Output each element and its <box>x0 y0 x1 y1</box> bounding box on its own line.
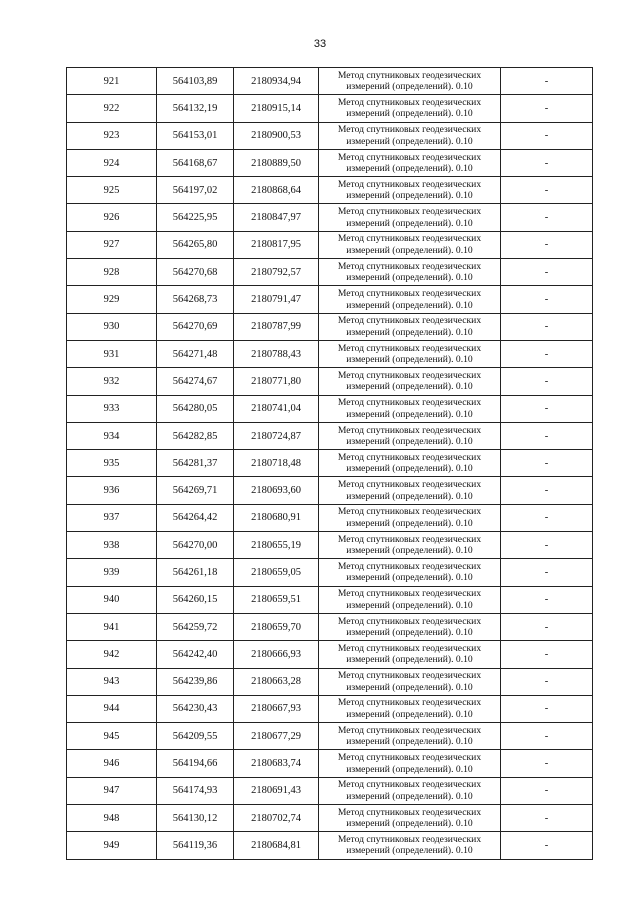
y-coordinate-cell: 2180791,47 <box>234 286 319 313</box>
method-line-1: Метод спутниковых геодезических <box>337 233 482 245</box>
table-row <box>67 450 593 477</box>
y-coordinate-cell: 2180659,51 <box>234 586 319 613</box>
table-row <box>67 340 593 367</box>
point-number-cell: 931 <box>67 340 157 367</box>
method-line-1: Метод спутниковых геодезических <box>337 479 482 491</box>
method-line-2: измерений (определений). 0.10 <box>346 408 473 420</box>
table-row <box>67 723 593 750</box>
method-line-2: измерений (определений). 0.10 <box>346 708 473 720</box>
point-number-cell: 940 <box>67 586 157 613</box>
point-number-cell: 944 <box>67 695 157 722</box>
method-cell <box>319 122 501 149</box>
point-number-cell: 945 <box>67 723 157 750</box>
method-cell <box>319 723 501 750</box>
method-line-1: Метод спутниковых геодезических <box>337 697 482 709</box>
extra-cell: - <box>501 477 593 504</box>
method-line-2: измерений (определений). 0.10 <box>346 681 473 693</box>
y-coordinate-cell: 2180915,14 <box>234 95 319 122</box>
method-line-1: Метод спутниковых геодезических <box>337 178 482 190</box>
method-cell <box>319 504 501 531</box>
x-coordinate-cell: 564153,01 <box>157 122 234 149</box>
method-line-2: измерений (определений). 0.10 <box>346 845 473 857</box>
method-line-1: Метод спутниковых геодезических <box>337 670 482 682</box>
point-number-cell: 930 <box>67 313 157 340</box>
x-coordinate-cell: 564271,48 <box>157 340 234 367</box>
method-line-2: измерений (определений). 0.10 <box>346 135 473 147</box>
method-cell <box>319 477 501 504</box>
method-cell <box>319 559 501 586</box>
method-line-1: Метод спутниковых геодезических <box>337 724 482 736</box>
point-number-cell: 941 <box>67 613 157 640</box>
method-line-1: Метод спутниковых геодезических <box>337 560 482 572</box>
y-coordinate-cell: 2180788,43 <box>234 340 319 367</box>
table-row <box>67 368 593 395</box>
table-row <box>67 149 593 176</box>
x-coordinate-cell: 564270,69 <box>157 313 234 340</box>
table-row <box>67 668 593 695</box>
y-coordinate-cell: 2180693,60 <box>234 477 319 504</box>
table-row <box>67 805 593 832</box>
method-cell <box>319 259 501 286</box>
method-line-1: Метод спутниковых геодезических <box>337 424 482 436</box>
method-line-2: измерений (определений). 0.10 <box>346 463 473 475</box>
y-coordinate-cell: 2180787,99 <box>234 313 319 340</box>
extra-cell: - <box>501 313 593 340</box>
method-line-1: Метод спутниковых геодезических <box>337 833 482 845</box>
method-line-1: Метод спутниковых геодезических <box>337 451 482 463</box>
extra-cell: - <box>501 559 593 586</box>
method-line-2: измерений (определений). 0.10 <box>346 599 473 611</box>
point-number-cell: 938 <box>67 532 157 559</box>
extra-cell: - <box>501 259 593 286</box>
point-number-cell: 927 <box>67 231 157 258</box>
point-number-cell: 921 <box>67 68 157 95</box>
method-line-2: измерений (определений). 0.10 <box>346 490 473 502</box>
method-line-2: измерений (определений). 0.10 <box>346 572 473 584</box>
x-coordinate-cell: 564197,02 <box>157 177 234 204</box>
method-line-1: Метод спутниковых геодезических <box>337 588 482 600</box>
y-coordinate-cell: 2180900,53 <box>234 122 319 149</box>
method-line-2: измерений (определений). 0.10 <box>346 190 473 202</box>
method-cell <box>319 395 501 422</box>
x-coordinate-cell: 564259,72 <box>157 613 234 640</box>
x-coordinate-cell: 564230,43 <box>157 695 234 722</box>
point-number-cell: 926 <box>67 204 157 231</box>
method-line-1: Метод спутниковых геодезических <box>337 124 482 136</box>
point-number-cell: 925 <box>67 177 157 204</box>
extra-cell: - <box>501 450 593 477</box>
x-coordinate-cell: 564225,95 <box>157 204 234 231</box>
table-row <box>67 259 593 286</box>
method-line-2: измерений (определений). 0.10 <box>346 763 473 775</box>
table-row <box>67 695 593 722</box>
method-line-1: Метод спутниковых геодезических <box>337 506 482 518</box>
method-cell <box>319 368 501 395</box>
method-line-1: Метод спутниковых геодезических <box>337 342 482 354</box>
point-number-cell: 929 <box>67 286 157 313</box>
method-line-2: измерений (определений). 0.10 <box>346 354 473 366</box>
method-line-2: измерений (определений). 0.10 <box>346 108 473 120</box>
method-line-1: Метод спутниковых геодезических <box>337 69 482 81</box>
extra-cell: - <box>501 777 593 804</box>
point-number-cell: 949 <box>67 832 157 859</box>
method-cell <box>319 422 501 449</box>
x-coordinate-cell: 564168,67 <box>157 149 234 176</box>
coordinates-table <box>66 67 593 860</box>
table-row <box>67 95 593 122</box>
method-line-1: Метод спутниковых геодезических <box>337 615 482 627</box>
method-cell <box>319 149 501 176</box>
method-cell <box>319 204 501 231</box>
method-line-1: Метод спутниковых геодезических <box>337 288 482 300</box>
table-row <box>67 231 593 258</box>
method-line-1: Метод спутниковых геодезических <box>337 397 482 409</box>
table-row <box>67 177 593 204</box>
y-coordinate-cell: 2180771,80 <box>234 368 319 395</box>
point-number-cell: 924 <box>67 149 157 176</box>
table-row <box>67 68 593 95</box>
extra-cell: - <box>501 668 593 695</box>
extra-cell: - <box>501 204 593 231</box>
extra-cell: - <box>501 368 593 395</box>
point-number-cell: 933 <box>67 395 157 422</box>
y-coordinate-cell: 2180868,64 <box>234 177 319 204</box>
method-line-2: измерений (определений). 0.10 <box>346 654 473 666</box>
y-coordinate-cell: 2180659,70 <box>234 613 319 640</box>
extra-cell: - <box>501 122 593 149</box>
extra-cell: - <box>501 723 593 750</box>
method-cell <box>319 95 501 122</box>
method-cell <box>319 750 501 777</box>
extra-cell: - <box>501 695 593 722</box>
method-cell <box>319 450 501 477</box>
y-coordinate-cell: 2180680,91 <box>234 504 319 531</box>
method-cell <box>319 231 501 258</box>
method-line-2: измерений (определений). 0.10 <box>346 217 473 229</box>
method-line-2: измерений (определений). 0.10 <box>346 272 473 284</box>
y-coordinate-cell: 2180659,05 <box>234 559 319 586</box>
method-line-2: измерений (определений). 0.10 <box>346 517 473 529</box>
table-row <box>67 122 593 149</box>
method-line-1: Метод спутниковых геодезических <box>337 260 482 272</box>
x-coordinate-cell: 564270,68 <box>157 259 234 286</box>
method-line-2: измерений (определений). 0.10 <box>346 163 473 175</box>
x-coordinate-cell: 564239,86 <box>157 668 234 695</box>
x-coordinate-cell: 564174,93 <box>157 777 234 804</box>
x-coordinate-cell: 564130,12 <box>157 805 234 832</box>
y-coordinate-cell: 2180691,43 <box>234 777 319 804</box>
extra-cell: - <box>501 805 593 832</box>
method-line-1: Метод спутниковых геодезических <box>337 642 482 654</box>
method-line-1: Метод спутниковых геодезических <box>337 806 482 818</box>
table-body <box>67 68 593 860</box>
extra-cell: - <box>501 641 593 668</box>
method-line-2: измерений (определений). 0.10 <box>346 736 473 748</box>
y-coordinate-cell: 2180677,29 <box>234 723 319 750</box>
table-row <box>67 422 593 449</box>
table-row <box>67 313 593 340</box>
method-line-1: Метод спутниковых геодезических <box>337 752 482 764</box>
y-coordinate-cell: 2180847,97 <box>234 204 319 231</box>
method-cell <box>319 532 501 559</box>
page-number: 33 <box>313 38 327 50</box>
method-line-2: измерений (определений). 0.10 <box>346 790 473 802</box>
method-line-1: Метод спутниковых геодезических <box>337 533 482 545</box>
x-coordinate-cell: 564261,18 <box>157 559 234 586</box>
x-coordinate-cell: 564103,89 <box>157 68 234 95</box>
table-row <box>67 613 593 640</box>
extra-cell: - <box>501 340 593 367</box>
method-cell <box>319 68 501 95</box>
table-row <box>67 586 593 613</box>
extra-cell: - <box>501 504 593 531</box>
y-coordinate-cell: 2180663,28 <box>234 668 319 695</box>
point-number-cell: 923 <box>67 122 157 149</box>
point-number-cell: 946 <box>67 750 157 777</box>
method-cell <box>319 340 501 367</box>
table-row <box>67 559 593 586</box>
y-coordinate-cell: 2180718,48 <box>234 450 319 477</box>
method-cell <box>319 286 501 313</box>
x-coordinate-cell: 564269,71 <box>157 477 234 504</box>
y-coordinate-cell: 2180702,74 <box>234 805 319 832</box>
table-row <box>67 504 593 531</box>
method-line-1: Метод спутниковых геодезических <box>337 96 482 108</box>
y-coordinate-cell: 2180741,04 <box>234 395 319 422</box>
x-coordinate-cell: 564274,67 <box>157 368 234 395</box>
method-cell <box>319 668 501 695</box>
x-coordinate-cell: 564270,00 <box>157 532 234 559</box>
x-coordinate-cell: 564282,85 <box>157 422 234 449</box>
table-row <box>67 641 593 668</box>
method-line-1: Метод спутниковых геодезических <box>337 315 482 327</box>
point-number-cell: 922 <box>67 95 157 122</box>
extra-cell: - <box>501 286 593 313</box>
table-row <box>67 832 593 859</box>
method-cell <box>319 313 501 340</box>
point-number-cell: 943 <box>67 668 157 695</box>
method-line-2: измерений (определений). 0.10 <box>346 627 473 639</box>
table-row <box>67 204 593 231</box>
y-coordinate-cell: 2180817,95 <box>234 231 319 258</box>
method-line-2: измерений (определений). 0.10 <box>346 381 473 393</box>
table-row <box>67 777 593 804</box>
method-line-2: измерений (определений). 0.10 <box>346 326 473 338</box>
method-line-1: Метод спутниковых геодезических <box>337 151 482 163</box>
method-cell <box>319 641 501 668</box>
point-number-cell: 932 <box>67 368 157 395</box>
point-number-cell: 936 <box>67 477 157 504</box>
method-cell <box>319 805 501 832</box>
y-coordinate-cell: 2180792,57 <box>234 259 319 286</box>
method-line-2: измерений (определений). 0.10 <box>346 818 473 830</box>
method-cell <box>319 832 501 859</box>
x-coordinate-cell: 564242,40 <box>157 641 234 668</box>
table-row <box>67 477 593 504</box>
point-number-cell: 939 <box>67 559 157 586</box>
x-coordinate-cell: 564209,55 <box>157 723 234 750</box>
table-row <box>67 286 593 313</box>
extra-cell: - <box>501 832 593 859</box>
method-cell <box>319 613 501 640</box>
method-cell <box>319 695 501 722</box>
extra-cell: - <box>501 532 593 559</box>
y-coordinate-cell: 2180666,93 <box>234 641 319 668</box>
x-coordinate-cell: 564132,19 <box>157 95 234 122</box>
y-coordinate-cell: 2180684,81 <box>234 832 319 859</box>
method-cell <box>319 177 501 204</box>
point-number-cell: 937 <box>67 504 157 531</box>
point-number-cell: 928 <box>67 259 157 286</box>
point-number-cell: 942 <box>67 641 157 668</box>
point-number-cell: 935 <box>67 450 157 477</box>
y-coordinate-cell: 2180724,87 <box>234 422 319 449</box>
x-coordinate-cell: 564194,66 <box>157 750 234 777</box>
extra-cell: - <box>501 231 593 258</box>
method-line-1: Метод спутниковых геодезических <box>337 369 482 381</box>
extra-cell: - <box>501 68 593 95</box>
table-row <box>67 395 593 422</box>
extra-cell: - <box>501 149 593 176</box>
x-coordinate-cell: 564119,36 <box>157 832 234 859</box>
method-line-2: измерений (определений). 0.10 <box>346 545 473 557</box>
method-line-2: измерений (определений). 0.10 <box>346 299 473 311</box>
point-number-cell: 934 <box>67 422 157 449</box>
y-coordinate-cell: 2180889,50 <box>234 149 319 176</box>
y-coordinate-cell: 2180934,94 <box>234 68 319 95</box>
extra-cell: - <box>501 177 593 204</box>
method-line-1: Метод спутниковых геодезических <box>337 206 482 218</box>
extra-cell: - <box>501 613 593 640</box>
method-line-2: измерений (определений). 0.10 <box>346 81 473 93</box>
extra-cell: - <box>501 395 593 422</box>
point-number-cell: 948 <box>67 805 157 832</box>
method-cell <box>319 777 501 804</box>
x-coordinate-cell: 564268,73 <box>157 286 234 313</box>
extra-cell: - <box>501 95 593 122</box>
extra-cell: - <box>501 422 593 449</box>
x-coordinate-cell: 564281,37 <box>157 450 234 477</box>
method-line-2: измерений (определений). 0.10 <box>346 244 473 256</box>
y-coordinate-cell: 2180667,93 <box>234 695 319 722</box>
table-row <box>67 750 593 777</box>
point-number-cell: 947 <box>67 777 157 804</box>
method-line-1: Метод спутниковых геодезических <box>337 779 482 791</box>
method-line-2: измерений (определений). 0.10 <box>346 436 473 447</box>
x-coordinate-cell: 564260,15 <box>157 586 234 613</box>
y-coordinate-cell: 2180683,74 <box>234 750 319 777</box>
x-coordinate-cell: 564264,42 <box>157 504 234 531</box>
method-cell <box>319 586 501 613</box>
extra-cell: - <box>501 750 593 777</box>
table-row <box>67 532 593 559</box>
extra-cell: - <box>501 586 593 613</box>
x-coordinate-cell: 564265,80 <box>157 231 234 258</box>
y-coordinate-cell: 2180655,19 <box>234 532 319 559</box>
x-coordinate-cell: 564280,05 <box>157 395 234 422</box>
